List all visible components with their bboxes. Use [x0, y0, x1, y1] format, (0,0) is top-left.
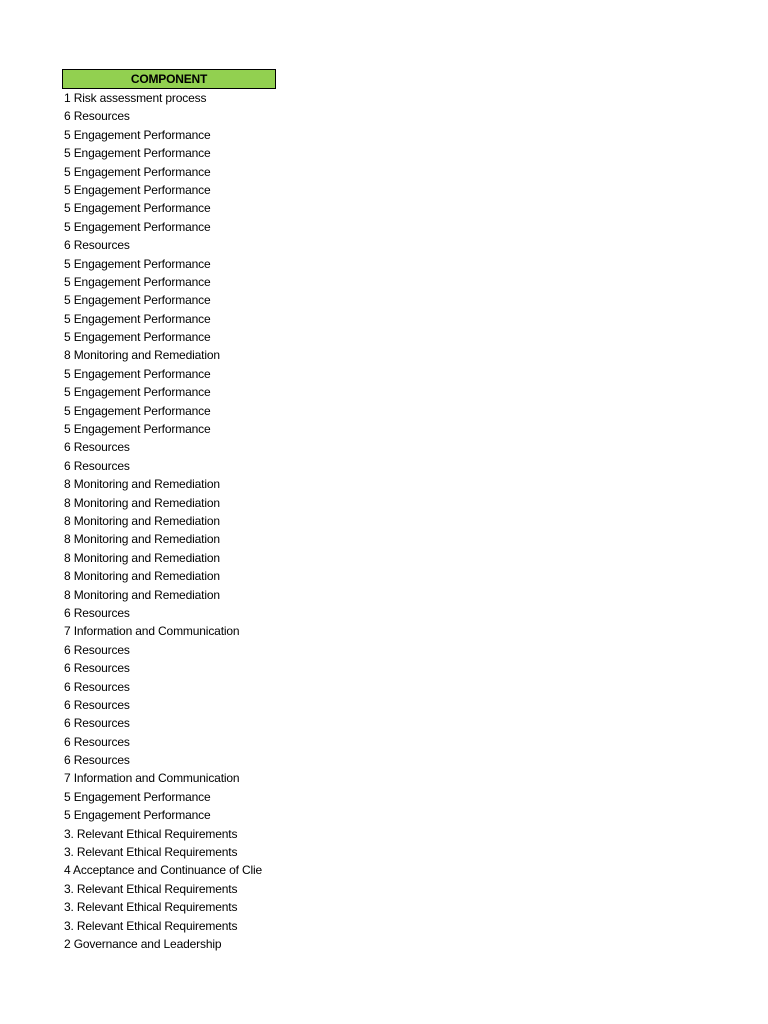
- cell-row[interactable]: 5 Engagement Performance: [64, 274, 211, 289]
- cell-row[interactable]: 8 Monitoring and Remediation: [64, 587, 220, 602]
- cell-row[interactable]: 5 Engagement Performance: [64, 146, 211, 161]
- cell-row[interactable]: 6 Resources: [64, 458, 130, 473]
- cell-row[interactable]: 8 Monitoring and Remediation: [64, 348, 220, 363]
- cell-row[interactable]: 6 Resources: [64, 753, 130, 768]
- cell-row[interactable]: 8 Monitoring and Remediation: [64, 513, 220, 528]
- cell-row[interactable]: 8 Monitoring and Remediation: [64, 477, 220, 492]
- cell-row[interactable]: 5 Engagement Performance: [64, 182, 211, 197]
- spreadsheet-column: [62, 69, 292, 953]
- cell-row[interactable]: 6 Resources: [64, 734, 130, 749]
- cell-row[interactable]: 2 Governance and Leadership: [64, 936, 222, 951]
- cell-row[interactable]: 5 Engagement Performance: [64, 366, 211, 381]
- column-header-component[interactable]: COMPONENT: [62, 69, 276, 89]
- cell-row[interactable]: 6 Resources: [64, 440, 130, 455]
- cell-row[interactable]: 8 Monitoring and Remediation: [64, 550, 220, 565]
- cell-row[interactable]: 7 Information and Communication: [64, 624, 240, 639]
- cell-row[interactable]: 5 Engagement Performance: [64, 789, 211, 804]
- cell-row[interactable]: 8 Monitoring and Remediation: [64, 569, 220, 584]
- cell-row[interactable]: 5 Engagement Performance: [64, 219, 211, 234]
- cell-row[interactable]: 6 Resources: [64, 109, 130, 124]
- cell-row[interactable]: 5 Engagement Performance: [64, 403, 211, 418]
- cell-row[interactable]: 5 Engagement Performance: [64, 293, 211, 308]
- cell-row[interactable]: 3. Relevant Ethical Requirements: [64, 826, 238, 841]
- cell-row[interactable]: 5 Engagement Performance: [64, 311, 211, 326]
- cell-row[interactable]: 5 Engagement Performance: [64, 422, 211, 437]
- cell-row[interactable]: 3. Relevant Ethical Requirements: [64, 918, 238, 933]
- cell-row[interactable]: 5 Engagement Performance: [64, 164, 211, 179]
- cell-row[interactable]: 5 Engagement Performance: [64, 256, 211, 271]
- cell-row[interactable]: 8 Monitoring and Remediation: [64, 532, 220, 547]
- cell-row[interactable]: 6 Resources: [64, 697, 130, 712]
- cell-row[interactable]: 5 Engagement Performance: [64, 127, 211, 142]
- cell-row[interactable]: 1 Risk assessment process: [64, 91, 207, 105]
- cell-row[interactable]: 5 Engagement Performance: [64, 385, 211, 400]
- cell-row[interactable]: 5 Engagement Performance: [64, 330, 211, 345]
- cell-row[interactable]: 6 Resources: [64, 238, 130, 253]
- cell-row[interactable]: 6 Resources: [64, 716, 130, 731]
- cell-row[interactable]: 5 Engagement Performance: [64, 808, 211, 823]
- cell-row[interactable]: 6 Resources: [64, 605, 130, 620]
- cell-row[interactable]: 3. Relevant Ethical Requirements: [64, 900, 238, 915]
- cell-row[interactable]: 6 Resources: [64, 642, 130, 657]
- cell-row[interactable]: 6 Resources: [64, 661, 130, 676]
- cell-list: [62, 89, 292, 953]
- cell-row[interactable]: 6 Resources: [64, 679, 130, 694]
- cell-row[interactable]: 5 Engagement Performance: [64, 201, 211, 216]
- cell-row[interactable]: 7 Information and Communication: [64, 771, 240, 786]
- cell-row[interactable]: 3. Relevant Ethical Requirements: [64, 845, 238, 860]
- cell-row[interactable]: 8 Monitoring and Remediation: [64, 495, 220, 510]
- cell-row[interactable]: 3. Relevant Ethical Requirements: [64, 881, 238, 896]
- cell-row[interactable]: 4 Acceptance and Continuance of Clie: [64, 863, 263, 878]
